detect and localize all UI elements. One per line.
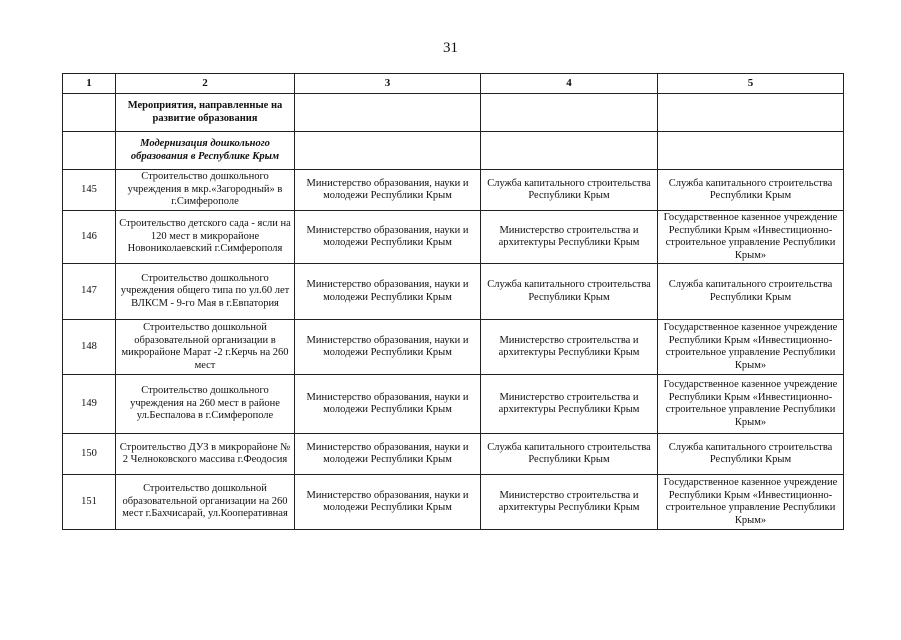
responsible-executor: Служба капитального строительства Республики Крым [481, 434, 658, 475]
header-cell-3: 3 [295, 74, 481, 94]
customer: Государственное казенное учреждение Республики Крым «Инвестиционно-строительное управление Республики Крым» [658, 475, 844, 530]
project-name: Строительство дошкольного учреждения общего типа по ул.60 лет ВЛКСМ - 9-го Мая в г.Евпатория [116, 264, 295, 320]
table-row [63, 434, 844, 475]
project-name: Строительство дошкольной образовательной организации в микрорайоне Марат -2 г.Керчь на 260 мест [116, 320, 295, 375]
ministry: Министерство образования, науки и молодежи Республики Крым [295, 320, 481, 375]
empty-cell [481, 132, 658, 170]
table-row [63, 264, 844, 320]
customer: Государственное казенное учреждение Республики Крым «Инвестиционно-строительное управление Республики Крым» [658, 320, 844, 375]
row-number: 151 [63, 475, 116, 530]
row-number: 146 [63, 211, 116, 264]
ministry: Министерство образования, науки и молодежи Республики Крым [295, 264, 481, 320]
empty-cell [295, 132, 481, 170]
section-row-preschool [63, 132, 844, 170]
table-header-row [63, 74, 844, 94]
header-cell-5: 5 [658, 74, 844, 94]
row-number: 148 [63, 320, 116, 375]
project-name: Строительство детского сада - ясли на 120 мест в микрорайоне Новониколаевский г.Симферополя [116, 211, 295, 264]
responsible-executor: Министерство строительства и архитектуры Республики Крым [481, 475, 658, 530]
header-cell-1: 1 [63, 74, 116, 94]
page-number: 31 [443, 40, 458, 56]
row-number: 149 [63, 375, 116, 434]
customer: Служба капитального строительства Республики Крым [658, 434, 844, 475]
row-number: 150 [63, 434, 116, 475]
empty-cell [658, 132, 844, 170]
measures-table [62, 73, 844, 530]
ministry: Министерство образования, науки и молодежи Республики Крым [295, 375, 481, 434]
empty-cell [63, 132, 116, 170]
header-cell-4: 4 [481, 74, 658, 94]
responsible-executor: Служба капитального строительства Республики Крым [481, 170, 658, 211]
row-number: 145 [63, 170, 116, 211]
header-cell-2: 2 [116, 74, 295, 94]
subsection-title: Модернизация дошкольного образования в Республике Крым [116, 132, 295, 170]
empty-cell [295, 94, 481, 132]
responsible-executor: Министерство строительства и архитектуры Республики Крым [481, 375, 658, 434]
empty-cell [481, 94, 658, 132]
project-name: Строительство дошкольного учреждения на 260 мест в районе ул.Беспалова в г.Симферополе [116, 375, 295, 434]
table-row [63, 211, 844, 264]
section-row-education [63, 94, 844, 132]
ministry: Министерство образования, науки и молодежи Республики Крым [295, 170, 481, 211]
table-row [63, 320, 844, 375]
table-row [63, 375, 844, 434]
ministry: Министерство образования, науки и молодежи Республики Крым [295, 475, 481, 530]
responsible-executor: Министерство строительства и архитектуры Республики Крым [481, 320, 658, 375]
section-title: Мероприятия, направленные на развитие образования [116, 94, 295, 132]
row-number: 147 [63, 264, 116, 320]
project-name: Строительство дошкольного учреждения в мкр.«Загородный» в г.Симферополе [116, 170, 295, 211]
customer: Государственное казенное учреждение Республики Крым «Инвестиционно-строительное управление Республики Крым» [658, 211, 844, 264]
responsible-executor: Министерство строительства и архитектуры Республики Крым [481, 211, 658, 264]
ministry: Министерство образования, науки и молодежи Республики Крым [295, 211, 481, 264]
customer: Служба капитального строительства Республики Крым [658, 170, 844, 211]
table-row [63, 170, 844, 211]
project-name: Строительство дошкольной образовательной организации на 260 мест г.Бахчисарай, ул.Кооперативная [116, 475, 295, 530]
project-name: Строительство ДУЗ в микрорайоне № 2 Челноковского массива г.Феодосия [116, 434, 295, 475]
ministry: Министерство образования, науки и молодежи Республики Крым [295, 434, 481, 475]
customer: Служба капитального строительства Республики Крым [658, 264, 844, 320]
empty-cell [658, 94, 844, 132]
table-row [63, 475, 844, 530]
responsible-executor: Служба капитального строительства Республики Крым [481, 264, 658, 320]
customer: Государственное казенное учреждение Республики Крым «Инвестиционно-строительное управление Республики Крым» [658, 375, 844, 434]
empty-cell [63, 94, 116, 132]
